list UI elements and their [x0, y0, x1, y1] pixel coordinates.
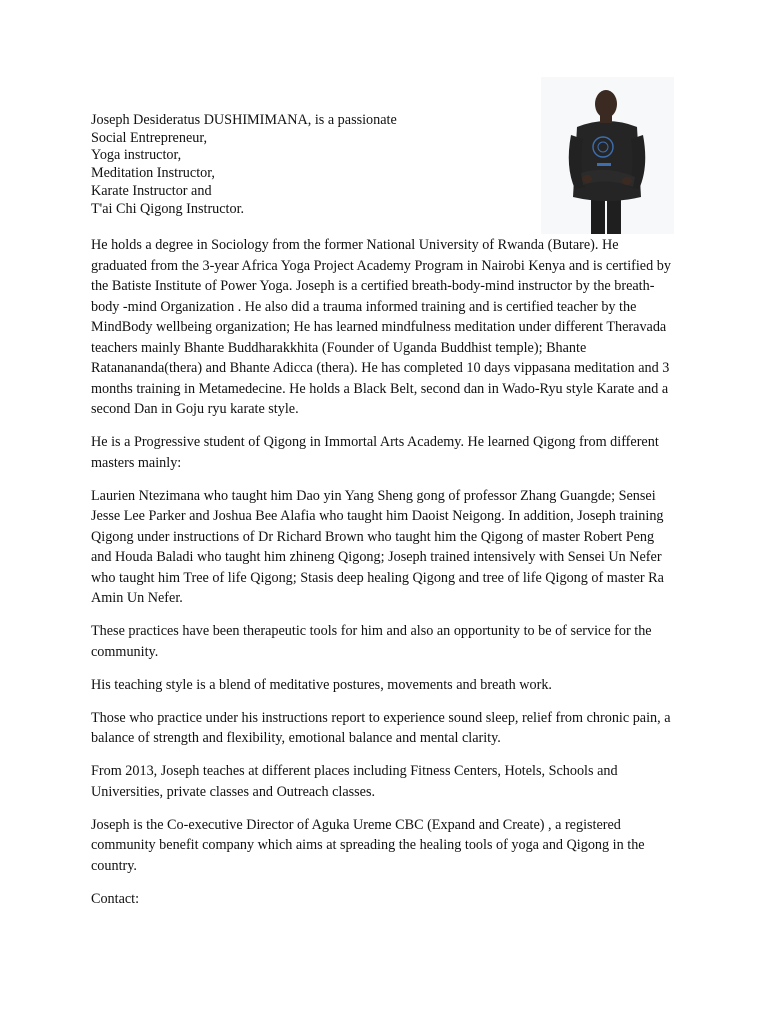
paragraph-teaching-style: His teaching style is a blend of meditative postures, movements and breath work.: [91, 676, 552, 693]
paragraph-director: Joseph is the Co-executive Director of Aguka Ureme CBC (Expand and Create) , a registered community benefit company which aims at spreading the healing tools of yoga and Qigong in the country.: [91, 816, 645, 874]
intro-line: Meditation Instructor,: [91, 165, 215, 182]
intro-line: Yoga instructor,: [91, 147, 182, 164]
biography-body: [91, 235, 671, 922]
person-portrait-icon: [541, 77, 674, 234]
contact-label: Contact:: [91, 890, 140, 907]
intro-line: Karate Instructor and: [91, 182, 212, 199]
paragraph-qigong-masters: Laurien Ntezimana who taught him Dao yin Yang Sheng gong of professor Zhang Guangde; Sensei Jesse Lee Parker and Joshua Bee Alafia who taught him Daoist Neigong. In addition, Joseph training Qigong under instructions of Dr Richard Brown who taught him the Qigong of master Robert Peng and Houda Baladi who taught him zhineng Qigong; Joseph trained intensively with Sensei Un Nefer who taught him Tree of life Qigong; Stasis deep healing Qigong and tree of life Qigong of master Ra Amin Un Nefer.: [91, 487, 664, 606]
intro-line: Joseph Desideratus DUSHIMIMANA, is a passionate: [91, 112, 397, 128]
intro-line: Social Entrepreneur,: [91, 129, 208, 146]
paragraph-qigong-student: He is a Progressive student of Qigong in Immortal Arts Academy. He learned Qigong from different masters mainly:: [91, 434, 659, 471]
paragraph-teaching-places: From 2013, Joseph teaches at different places including Fitness Centers, Hotels, Schools and Universities, private classes and Outreach classes.: [91, 763, 618, 800]
portrait-photo: [541, 77, 674, 234]
paragraph-therapeutic: These practices have been therapeutic tools for him and also an opportunity to be of service for the community.: [91, 623, 652, 660]
intro-block: [91, 112, 531, 218]
paragraph-education: He holds a degree in Sociology from the former National University of Rwanda (Butare). He graduated from the 3-year Africa Yoga Project Academy Program in Nairobi Kenya and is certified by the Batiste Institute of Power Yoga. Joseph is a certified breath-body-mind instructor by the breath-body -mind Organization . He also did a trauma informed training and is certified teacher by the MindBody wellbeing organization; He has learned mindfulness meditation under different Theravada teachers mainly Bhante Buddharakkhita (Founder of Uganda Buddhist temple); Bhante Ratanananda(thera) and Bhante Adicca (thera). He has completed 10 days vippasana meditation and 3 months training in Metamedecine. He holds a Black Belt, second dan in Wado-Ryu style Karate and a second Dan in Goju ryu karate style.: [91, 237, 671, 417]
paragraph-benefits: Those who practice under his instructions report to experience sound sleep, relief from chronic pain, a balance of strength and flexibility, emotional balance and mental clarity.: [91, 709, 671, 746]
intro-line: T'ai Chi Qigong Instructor.: [91, 200, 245, 217]
